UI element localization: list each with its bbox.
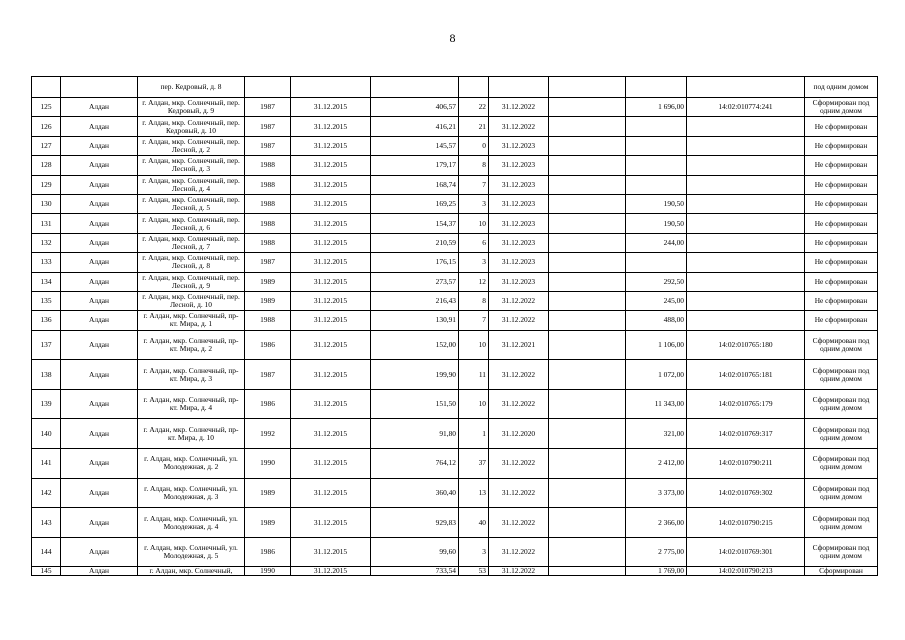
cell-date: 31.12.2015 (291, 214, 371, 233)
cell-city (61, 77, 138, 98)
cell-cadastral: 14:02:010790:215 (687, 508, 805, 538)
cell-deadline: 31.12.2022 (489, 508, 549, 538)
cell-num: 129 (32, 175, 61, 194)
cell-status: Не сформирован (805, 253, 878, 272)
cell-date (291, 77, 371, 98)
table-row (32, 567, 878, 576)
cell-cost: 11 343,00 (626, 389, 687, 419)
cell-num: 127 (32, 136, 61, 155)
cell-address: г. Алдан, мкр. Солнечный, пер. Лесной, д. 4 (138, 175, 245, 194)
cell-cost: 3 373,00 (626, 478, 687, 508)
cell-year: 1990 (245, 567, 291, 576)
cell-cadastral: 14:02:010765:179 (687, 389, 805, 419)
cell-address: г. Алдан, мкр. Солнечный, пр-кт. Мира, д. 10 (138, 419, 245, 449)
cell-count: 13 (459, 478, 489, 508)
cell-extra (549, 449, 626, 479)
cell-year: 1987 (245, 136, 291, 155)
cell-city: Алдан (61, 272, 138, 291)
cell-address: г. Алдан, мкр. Солнечный, пер. Кедровый, д. 9 (138, 98, 245, 117)
cell-num: 137 (32, 330, 61, 360)
cell-cadastral: 14:02:010769:302 (687, 478, 805, 508)
cell-date: 31.12.2015 (291, 272, 371, 291)
cell-cadastral: 14:02:010769:317 (687, 419, 805, 449)
cell-status: Не сформирован (805, 291, 878, 310)
cell-count: 3 (459, 194, 489, 213)
cell-deadline: 31.12.2022 (489, 537, 549, 567)
table-row (32, 508, 878, 538)
cell-extra (549, 389, 626, 419)
cell-address: г. Алдан, мкр. Солнечный, ул. Молодежная, д. 3 (138, 478, 245, 508)
table-row (32, 175, 878, 194)
cell-extra (549, 175, 626, 194)
cell-city: Алдан (61, 253, 138, 272)
cell-address: г. Алдан, мкр. Солнечный, пер. Лесной, д. 7 (138, 233, 245, 252)
cell-area: 199,90 (371, 360, 459, 390)
table-row (32, 253, 878, 272)
cell-cost (626, 175, 687, 194)
cell-deadline: 31.12.2021 (489, 330, 549, 360)
cell-extra (549, 508, 626, 538)
cell-num: 126 (32, 117, 61, 136)
cell-extra (549, 537, 626, 567)
cell-num: 128 (32, 156, 61, 175)
cell-deadline: 31.12.2020 (489, 419, 549, 449)
cell-address: г. Алдан, мкр. Солнечный, пер. Лесной, д. 8 (138, 253, 245, 272)
cell-count: 3 (459, 253, 489, 272)
cell-year: 1986 (245, 389, 291, 419)
cell-city: Алдан (61, 156, 138, 175)
cell-address: г. Алдан, мкр. Солнечный, пер. Лесной, д. 9 (138, 272, 245, 291)
cell-area: 154,37 (371, 214, 459, 233)
cell-deadline: 31.12.2023 (489, 156, 549, 175)
cell-cost: 2 775,00 (626, 537, 687, 567)
cell-date: 31.12.2015 (291, 233, 371, 252)
cell-extra (549, 214, 626, 233)
cell-status: Не сформирован (805, 175, 878, 194)
cell-cadastral (687, 233, 805, 252)
cell-status: Сформирован под одним домом (805, 330, 878, 360)
cell-extra (549, 156, 626, 175)
cell-year: 1987 (245, 360, 291, 390)
cell-cadastral (687, 214, 805, 233)
cell-year: 1986 (245, 330, 291, 360)
cell-cost: 245,00 (626, 291, 687, 310)
cell-deadline: 31.12.2022 (489, 117, 549, 136)
cell-cost: 1 696,00 (626, 98, 687, 117)
cell-cadastral: 14:02:010765:181 (687, 360, 805, 390)
cell-num: 142 (32, 478, 61, 508)
cell-num: 139 (32, 389, 61, 419)
cell-year: 1987 (245, 253, 291, 272)
cell-num: 145 (32, 567, 61, 576)
cell-cost: 2 366,00 (626, 508, 687, 538)
cell-date: 31.12.2015 (291, 136, 371, 155)
cell-status: Сформирован под одним домом (805, 98, 878, 117)
cell-extra (549, 291, 626, 310)
cell-status: Не сформирован (805, 233, 878, 252)
cell-deadline: 31.12.2023 (489, 175, 549, 194)
cell-date: 31.12.2015 (291, 360, 371, 390)
table-row (32, 419, 878, 449)
cell-status: Сформирован под одним домом (805, 419, 878, 449)
cell-extra (549, 360, 626, 390)
cell-area: 99,60 (371, 537, 459, 567)
cell-address: г. Алдан, мкр. Солнечный, ул. Молодежная, д. 4 (138, 508, 245, 538)
table-row (32, 291, 878, 310)
cell-cost: 1 072,00 (626, 360, 687, 390)
cell-cadastral (687, 291, 805, 310)
cell-address: г. Алдан, мкр. Солнечный, пр-кт. Мира, д. 2 (138, 330, 245, 360)
cell-city: Алдан (61, 98, 138, 117)
cell-cost (626, 253, 687, 272)
cell-address: г. Алдан, мкр. Солнечный, пер. Лесной, д. 3 (138, 156, 245, 175)
cell-extra (549, 194, 626, 213)
cell-status: Не сформирован (805, 214, 878, 233)
cell-city: Алдан (61, 175, 138, 194)
cell-cost (626, 77, 687, 98)
table-row (32, 194, 878, 213)
cell-city: Алдан (61, 117, 138, 136)
cell-cadastral (687, 311, 805, 330)
cell-city: Алдан (61, 233, 138, 252)
cell-deadline: 31.12.2022 (489, 389, 549, 419)
cell-address: г. Алдан, мкр. Солнечный, пр-кт. Мира, д. 1 (138, 311, 245, 330)
cell-cadastral (687, 194, 805, 213)
cell-area: 145,57 (371, 136, 459, 155)
cell-date: 31.12.2015 (291, 194, 371, 213)
cell-deadline: 31.12.2023 (489, 214, 549, 233)
cell-year: 1988 (245, 311, 291, 330)
cell-num: 138 (32, 360, 61, 390)
table-row (32, 272, 878, 291)
cell-cost: 1 106,00 (626, 330, 687, 360)
cell-city: Алдан (61, 291, 138, 310)
cell-count: 10 (459, 389, 489, 419)
cell-cadastral (687, 272, 805, 291)
cell-year: 1990 (245, 449, 291, 479)
cell-status: Сформирован под одним домом (805, 389, 878, 419)
cell-area: 210,59 (371, 233, 459, 252)
cell-date: 31.12.2015 (291, 291, 371, 310)
cell-status: Не сформирован (805, 156, 878, 175)
cell-deadline: 31.12.2022 (489, 98, 549, 117)
cell-date: 31.12.2015 (291, 449, 371, 479)
cell-city: Алдан (61, 508, 138, 538)
cell-extra (549, 272, 626, 291)
cell-city: Алдан (61, 449, 138, 479)
cell-area (371, 77, 459, 98)
cell-deadline: 31.12.2023 (489, 194, 549, 213)
cell-deadline: 31.12.2023 (489, 253, 549, 272)
cell-address: г. Алдан, мкр. Солнечный, пер. Кедровый, д. 10 (138, 117, 245, 136)
cell-year: 1989 (245, 291, 291, 310)
cell-status: Не сформирован (805, 272, 878, 291)
cell-area: 273,57 (371, 272, 459, 291)
cell-extra (549, 77, 626, 98)
table-row (32, 77, 878, 98)
cell-cadastral (687, 117, 805, 136)
cell-num: 141 (32, 449, 61, 479)
cell-date: 31.12.2015 (291, 419, 371, 449)
cell-cost: 488,00 (626, 311, 687, 330)
cell-num: 132 (32, 233, 61, 252)
cell-address: г. Алдан, мкр. Солнечный, пр-кт. Мира, д. 3 (138, 360, 245, 390)
cell-year: 1988 (245, 194, 291, 213)
cell-area: 764,12 (371, 449, 459, 479)
cell-city: Алдан (61, 194, 138, 213)
cell-count: 8 (459, 156, 489, 175)
cell-area: 152,00 (371, 330, 459, 360)
table-row (32, 214, 878, 233)
table-row (32, 360, 878, 390)
cell-count: 12 (459, 272, 489, 291)
cell-cadastral (687, 253, 805, 272)
cell-date: 31.12.2015 (291, 508, 371, 538)
cell-area: 151,50 (371, 389, 459, 419)
cell-num: 125 (32, 98, 61, 117)
cell-area: 168,74 (371, 175, 459, 194)
cell-address: г. Алдан, мкр. Солнечный, пр-кт. Мира, д. 4 (138, 389, 245, 419)
cell-extra (549, 311, 626, 330)
cell-extra (549, 253, 626, 272)
table-row (32, 136, 878, 155)
cell-date: 31.12.2015 (291, 253, 371, 272)
cell-deadline: 31.12.2022 (489, 360, 549, 390)
cell-area: 169,25 (371, 194, 459, 213)
cell-cadastral: 14:02:010774:241 (687, 98, 805, 117)
cell-deadline: 31.12.2023 (489, 233, 549, 252)
cell-count: 22 (459, 98, 489, 117)
table-row (32, 98, 878, 117)
cell-num: 131 (32, 214, 61, 233)
housing-registry-table (31, 76, 878, 576)
cell-address: г. Алдан, мкр. Солнечный, ул. Молодежная, д. 2 (138, 449, 245, 479)
cell-cost: 190,50 (626, 194, 687, 213)
cell-count: 21 (459, 117, 489, 136)
cell-date: 31.12.2015 (291, 478, 371, 508)
cell-address: пер. Кедровый, д. 8 (138, 77, 245, 98)
cell-area: 176,15 (371, 253, 459, 272)
cell-extra (549, 330, 626, 360)
cell-num: 130 (32, 194, 61, 213)
table-row (32, 389, 878, 419)
table-row (32, 537, 878, 567)
cell-city: Алдан (61, 214, 138, 233)
cell-count: 10 (459, 214, 489, 233)
cell-cost: 321,00 (626, 419, 687, 449)
cell-count: 8 (459, 291, 489, 310)
table-row (32, 449, 878, 479)
cell-status: Сформирован (805, 567, 878, 576)
cell-cost: 244,00 (626, 233, 687, 252)
cell-extra (549, 98, 626, 117)
cell-date: 31.12.2015 (291, 156, 371, 175)
cell-year: 1989 (245, 508, 291, 538)
cell-status: Сформирован под одним домом (805, 508, 878, 538)
cell-year (245, 77, 291, 98)
cell-area: 91,80 (371, 419, 459, 449)
cell-year: 1987 (245, 98, 291, 117)
cell-num: 144 (32, 537, 61, 567)
cell-deadline: 31.12.2022 (489, 291, 549, 310)
cell-address: г. Алдан, мкр. Солнечный, пер. Лесной, д. 6 (138, 214, 245, 233)
page-number: 8 (449, 31, 456, 45)
cell-date: 31.12.2015 (291, 537, 371, 567)
cell-deadline: 31.12.2022 (489, 567, 549, 576)
cell-status: Не сформирован (805, 136, 878, 155)
cell-city: Алдан (61, 330, 138, 360)
cell-status: Не сформирован (805, 117, 878, 136)
cell-cadastral: 14:02:010765:180 (687, 330, 805, 360)
cell-cadastral: 14:02:010790:211 (687, 449, 805, 479)
cell-date: 31.12.2015 (291, 389, 371, 419)
cell-num: 143 (32, 508, 61, 538)
cell-count (459, 77, 489, 98)
table-row (32, 311, 878, 330)
cell-extra (549, 567, 626, 576)
cell-num: 134 (32, 272, 61, 291)
cell-area: 360,40 (371, 478, 459, 508)
cell-count: 7 (459, 311, 489, 330)
cell-address: г. Алдан, мкр. Солнечный, (138, 567, 245, 576)
cell-cost: 1 769,00 (626, 567, 687, 576)
cell-date: 31.12.2015 (291, 311, 371, 330)
cell-year: 1988 (245, 175, 291, 194)
cell-extra (549, 136, 626, 155)
cell-cost (626, 156, 687, 175)
cell-date: 31.12.2015 (291, 117, 371, 136)
cell-extra (549, 478, 626, 508)
cell-deadline: 31.12.2023 (489, 136, 549, 155)
cell-count: 40 (459, 508, 489, 538)
table-row (32, 156, 878, 175)
cell-num (32, 77, 61, 98)
cell-city: Алдан (61, 360, 138, 390)
cell-address: г. Алдан, мкр. Солнечный, пер. Лесной, д. 10 (138, 291, 245, 310)
cell-cadastral: 14:02:010769:301 (687, 537, 805, 567)
cell-deadline: 31.12.2022 (489, 449, 549, 479)
cell-year: 1988 (245, 214, 291, 233)
table-row (32, 330, 878, 360)
cell-area: 929,83 (371, 508, 459, 538)
cell-date: 31.12.2015 (291, 98, 371, 117)
cell-address: г. Алдан, мкр. Солнечный, пер. Лесной, д. 2 (138, 136, 245, 155)
cell-count: 11 (459, 360, 489, 390)
cell-deadline (489, 77, 549, 98)
cell-area: 179,17 (371, 156, 459, 175)
cell-deadline: 31.12.2022 (489, 478, 549, 508)
cell-year: 1986 (245, 537, 291, 567)
cell-cost: 190,50 (626, 214, 687, 233)
cell-num: 140 (32, 419, 61, 449)
cell-deadline: 31.12.2022 (489, 311, 549, 330)
cell-cost (626, 136, 687, 155)
cell-city: Алдан (61, 567, 138, 576)
cell-year: 1992 (245, 419, 291, 449)
cell-cadastral: 14:02:010790:213 (687, 567, 805, 576)
cell-cadastral (687, 136, 805, 155)
cell-cost (626, 117, 687, 136)
cell-status: Сформирован под одним домом (805, 449, 878, 479)
cell-cadastral (687, 175, 805, 194)
cell-city: Алдан (61, 136, 138, 155)
cell-address: г. Алдан, мкр. Солнечный, ул. Молодежная, д. 5 (138, 537, 245, 567)
cell-area: 130,91 (371, 311, 459, 330)
cell-status: Не сформирован (805, 194, 878, 213)
cell-num: 136 (32, 311, 61, 330)
cell-area: 406,57 (371, 98, 459, 117)
cell-city: Алдан (61, 389, 138, 419)
cell-deadline: 31.12.2023 (489, 272, 549, 291)
table-row (32, 117, 878, 136)
cell-date: 31.12.2015 (291, 567, 371, 576)
table-row (32, 233, 878, 252)
cell-date: 31.12.2015 (291, 330, 371, 360)
cell-count: 1 (459, 419, 489, 449)
cell-cost: 2 412,00 (626, 449, 687, 479)
cell-status: Сформирован под одним домом (805, 537, 878, 567)
cell-year: 1989 (245, 478, 291, 508)
cell-count: 6 (459, 233, 489, 252)
cell-area: 733,54 (371, 567, 459, 576)
cell-status: Не сформирован (805, 311, 878, 330)
cell-count: 10 (459, 330, 489, 360)
cell-num: 133 (32, 253, 61, 272)
cell-cost: 292,50 (626, 272, 687, 291)
cell-cadastral (687, 77, 805, 98)
cell-year: 1988 (245, 233, 291, 252)
cell-area: 216,43 (371, 291, 459, 310)
table-row (32, 478, 878, 508)
cell-area: 416,21 (371, 117, 459, 136)
cell-extra (549, 419, 626, 449)
cell-count: 7 (459, 175, 489, 194)
cell-city: Алдан (61, 478, 138, 508)
cell-city: Алдан (61, 537, 138, 567)
cell-address: г. Алдан, мкр. Солнечный, пер. Лесной, д. 5 (138, 194, 245, 213)
cell-count: 53 (459, 567, 489, 576)
cell-extra (549, 117, 626, 136)
cell-year: 1989 (245, 272, 291, 291)
cell-status: под одним домом (805, 77, 878, 98)
cell-num: 135 (32, 291, 61, 310)
cell-year: 1987 (245, 117, 291, 136)
cell-count: 0 (459, 136, 489, 155)
cell-city: Алдан (61, 419, 138, 449)
cell-count: 3 (459, 537, 489, 567)
cell-cadastral (687, 156, 805, 175)
cell-date: 31.12.2015 (291, 175, 371, 194)
cell-status: Сформирован под одним домом (805, 360, 878, 390)
cell-year: 1988 (245, 156, 291, 175)
cell-count: 37 (459, 449, 489, 479)
cell-extra (549, 233, 626, 252)
cell-status: Сформирован под одним домом (805, 478, 878, 508)
cell-city: Алдан (61, 311, 138, 330)
